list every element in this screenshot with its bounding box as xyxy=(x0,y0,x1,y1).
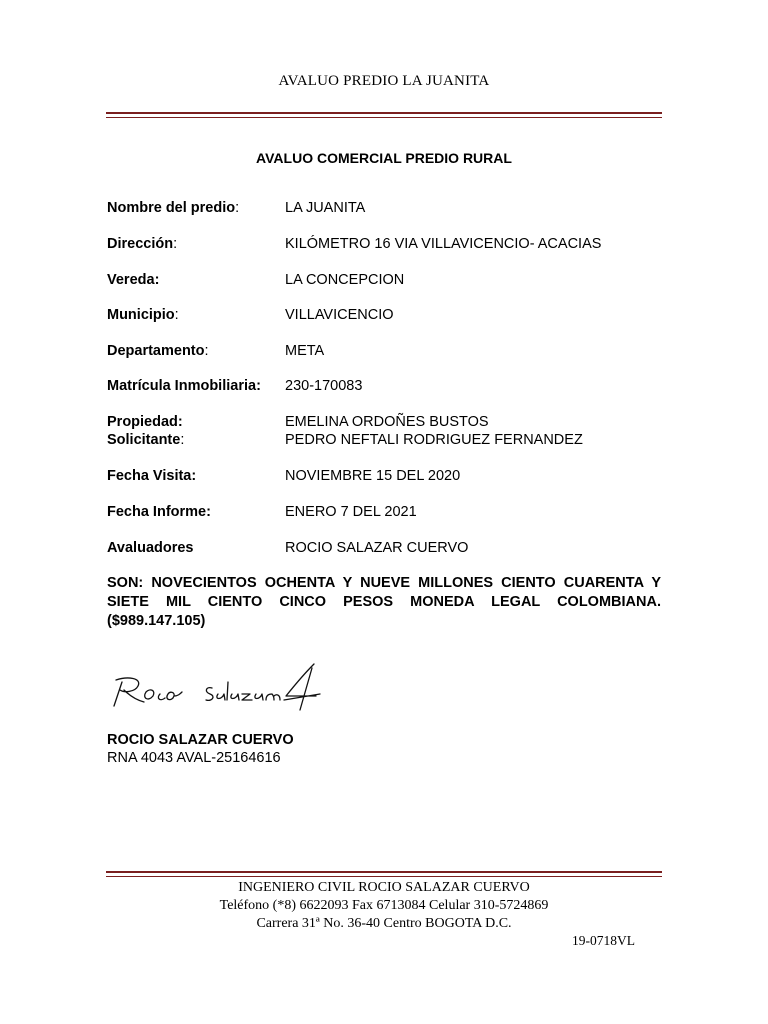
field-value: LA CONCEPCION xyxy=(285,272,405,288)
signer-registration: RNA 4043 AVAL-25164616 xyxy=(107,750,281,766)
field-label: Nombre del predio xyxy=(107,200,236,216)
field-value: PEDRO NEFTALI RODRIGUEZ FERNANDEZ xyxy=(285,432,583,448)
field-label: Fecha Informe: xyxy=(107,504,211,520)
field-label-suffix: : xyxy=(204,343,209,359)
document-code: 19-0718VL xyxy=(572,933,635,948)
field-label: Municipio xyxy=(107,307,175,323)
handwritten-signature-icon xyxy=(108,660,328,720)
field-label: Fecha Visita: xyxy=(107,468,197,484)
field-label-suffix: : xyxy=(174,307,179,323)
field-value: VILLAVICENCIO xyxy=(285,307,394,323)
field-label: Matrícula Inmobiliaria: xyxy=(107,378,261,394)
footer-divider xyxy=(106,871,662,877)
header-title: AVALUO PREDIO LA JUANITA xyxy=(278,73,490,89)
footer-line-contact: Teléfono (*8) 6622093 Fax 6713084 Celular 310-5724869 xyxy=(219,898,549,913)
field-value: KILÓMETRO 16 VIA VILLAVICENCIO- ACACIAS xyxy=(285,236,602,252)
field-value: ROCIO SALAZAR CUERVO xyxy=(285,540,469,556)
field-value: META xyxy=(285,343,325,359)
field-label-suffix: : xyxy=(235,200,240,216)
field-label: Departamento xyxy=(107,343,205,359)
field-label: Dirección xyxy=(107,236,174,252)
signer-name: ROCIO SALAZAR CUERVO xyxy=(107,732,294,748)
field-value: 230-170083 xyxy=(285,378,363,394)
field-label: Propiedad: xyxy=(107,414,183,430)
document-title: AVALUO COMERCIAL PREDIO RURAL xyxy=(256,150,512,166)
field-value: ENERO 7 DEL 2021 xyxy=(285,504,417,520)
field-label-suffix: : xyxy=(173,236,178,252)
field-label: Vereda: xyxy=(107,272,160,288)
field-value: LA JUANITA xyxy=(285,200,366,216)
header-divider xyxy=(106,112,662,118)
footer-line-address: Carrera 31ª No. 36-40 Centro BOGOTA D.C. xyxy=(256,916,512,931)
footer-line-profession: INGENIERO CIVIL ROCIO SALAZAR CUERVO xyxy=(238,880,530,895)
field-value: EMELINA ORDOÑES BUSTOS xyxy=(285,414,489,430)
valuation-amount: SON: NOVECIENTOS OCHENTA Y NUEVE MILLONES CIENTO CUARENTA Y SIETE MIL CIENTO CINCO PESOS MONEDA LEGAL COLOMBIANA.($989.147.105) xyxy=(107,575,661,629)
field-label: Avaluadores xyxy=(107,540,194,556)
field-label: Solicitante xyxy=(107,432,181,448)
footer xyxy=(0,879,768,933)
field-value: NOVIEMBRE 15 DEL 2020 xyxy=(285,468,461,484)
field-label-suffix: : xyxy=(180,432,185,448)
